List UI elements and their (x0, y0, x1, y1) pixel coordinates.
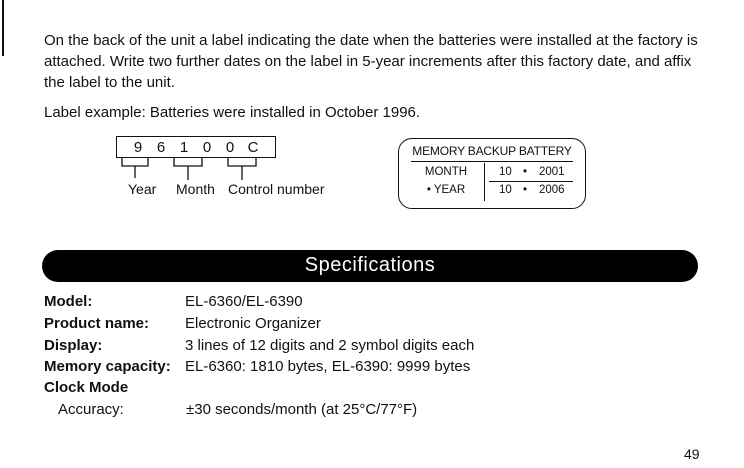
spec-subkey: Accuracy: (58, 401, 124, 418)
battery-separator: • (523, 166, 528, 178)
code-digit: 6 (156, 138, 167, 156)
battery-separator: • (523, 184, 528, 196)
spec-value: Electronic Organizer (185, 315, 321, 332)
spec-key: Clock Mode (44, 379, 129, 396)
code-digit: 0 (225, 138, 236, 156)
spec-key: Product name: (44, 315, 150, 332)
battery-label-rule (411, 161, 573, 162)
specifications-heading-bar (42, 250, 698, 282)
code-digit: 1 (179, 138, 190, 156)
battery-month-value: 10 (499, 184, 512, 196)
year-caption: Year (128, 181, 157, 197)
code-digit: 0 (202, 138, 213, 156)
battery-label-midrule (489, 181, 573, 182)
spec-subvalue: ±30 seconds/month (at 25°C/77°F) (186, 401, 418, 418)
battery-label-title: MEMORY BACKUP BATTERY (412, 144, 572, 158)
specifications-heading: Specifications (304, 254, 436, 276)
control-number-caption: Control number (228, 181, 325, 197)
page-number: 49 (684, 446, 700, 462)
battery-label-divider (484, 163, 485, 201)
spec-row-accuracy (58, 401, 418, 418)
code-digit: C (247, 138, 260, 156)
spec-value: 3 lines of 12 digits and 2 symbol digits each (185, 337, 475, 354)
battery-year-value: 2001 (539, 166, 565, 178)
battery-month-key: MONTH (424, 166, 468, 178)
battery-year-value: 2006 (539, 184, 565, 196)
label-code-box (116, 136, 276, 158)
spec-key: Memory capacity: (44, 358, 171, 375)
label-example-text: Label example: Batteries were installed in October 1996. (44, 104, 421, 121)
month-caption: Month (176, 181, 215, 197)
spec-value: EL-6360: 1810 bytes, EL-6390: 9999 bytes (185, 358, 471, 375)
spec-value: EL-6360/EL-6390 (185, 293, 303, 310)
battery-year-key: • YEAR (426, 184, 466, 196)
spec-key: Model: (44, 293, 93, 310)
intro-paragraph: On the back of the unit a label indicating the date when the batteries were installed at the factory is attached. Write two further dates on the label in 5-year increments after this factory date, and affix the label to the unit. (44, 32, 698, 91)
battery-month-value: 10 (499, 166, 512, 178)
spec-key: Display: (44, 337, 103, 354)
left-edge-line (2, 0, 4, 56)
code-digit: 9 (133, 138, 144, 156)
memory-backup-battery-label (398, 138, 586, 209)
